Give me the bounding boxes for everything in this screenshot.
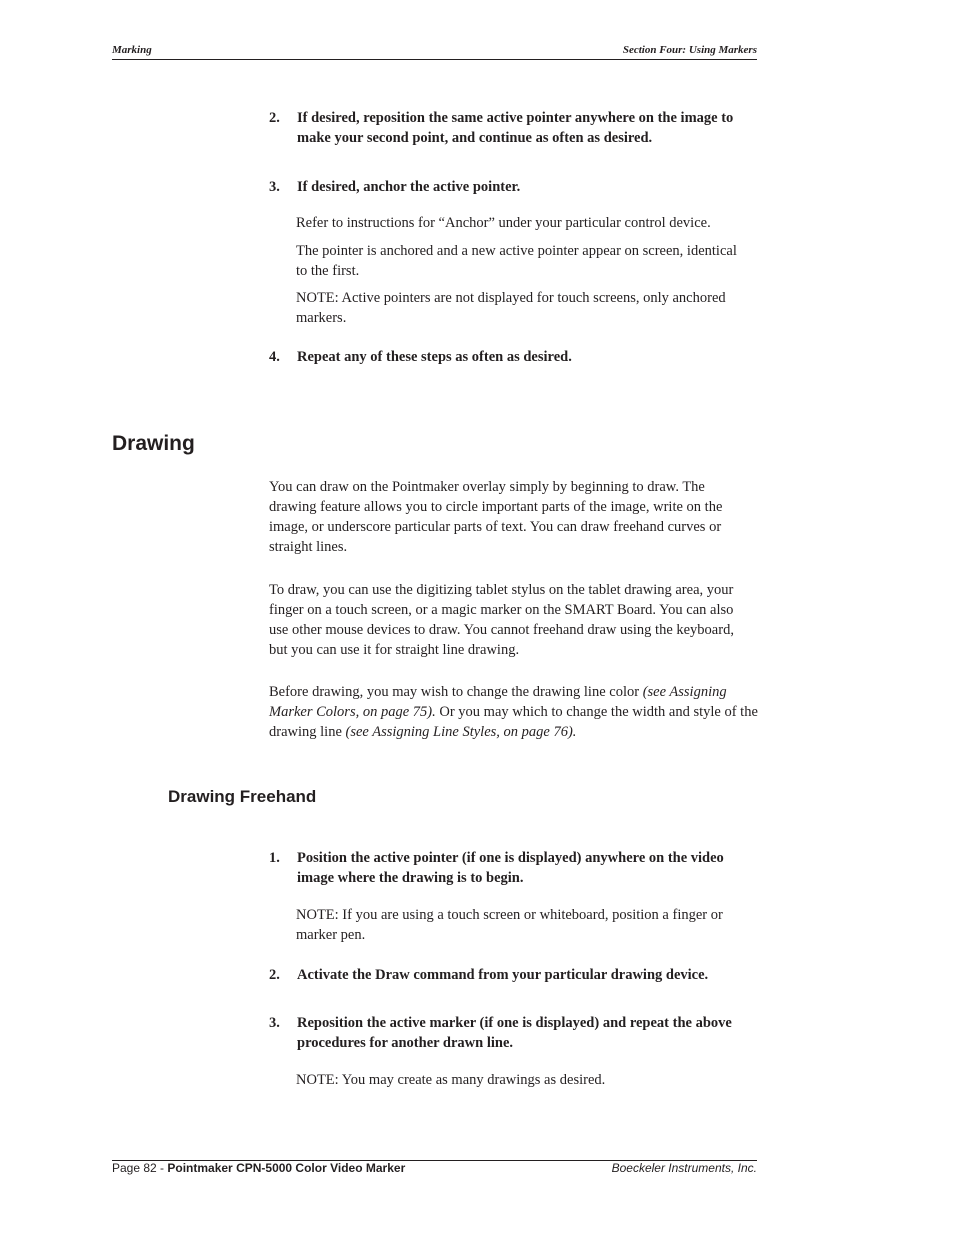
header-section-label: Marking bbox=[112, 44, 152, 56]
section-title: Drawing bbox=[112, 432, 195, 455]
step-text: Reposition the active marker (if one is displayed) and repeat the above procedures for another drawn line. bbox=[297, 1015, 732, 1051]
step-item bbox=[269, 108, 749, 148]
paragraph-text: Or you may which to change the width and style of the drawing line bbox=[269, 704, 758, 740]
step-text: Activate the Draw command from your particular drawing device. bbox=[297, 967, 709, 983]
cross-reference-link[interactable]: (see Assigning Line Styles, on page 76). bbox=[345, 724, 577, 740]
step-item bbox=[269, 965, 749, 985]
step-note: NOTE: If you are using a touch screen or whiteboard, position a finger or marker pen. bbox=[296, 907, 723, 943]
footer-page-number: Page 82 - bbox=[112, 1161, 168, 1175]
step-note: NOTE: Active pointers are not displayed for touch screens, only anchored markers. bbox=[296, 290, 726, 326]
footer-page-label bbox=[112, 1161, 405, 1175]
step-note: The pointer is anchored and a new active pointer appear on screen, identical to the first. bbox=[296, 243, 737, 279]
step-number: 3. bbox=[269, 1015, 280, 1031]
step-item bbox=[269, 848, 749, 888]
step-text: Repeat any of these steps as often as desired. bbox=[297, 349, 572, 365]
page-footer bbox=[112, 1160, 757, 1175]
step-text: If desired, reposition the same active pointer anywhere on the image to make your second point, and continue as often as desired. bbox=[297, 110, 734, 146]
step-number: 1. bbox=[269, 850, 280, 866]
step-item bbox=[269, 347, 749, 367]
step-number: 4. bbox=[269, 349, 280, 365]
step-number: 2. bbox=[269, 110, 280, 126]
step-text: If desired, anchor the active pointer. bbox=[297, 179, 521, 195]
paragraph-text: Before drawing, you may wish to change the drawing line color bbox=[269, 684, 643, 700]
subsection-title: Drawing Freehand bbox=[168, 787, 317, 806]
step-text: Position the active pointer (if one is displayed) anywhere on the video image where the drawing is to begin. bbox=[297, 850, 724, 886]
cross-reference-link[interactable]: (see Assigning Marker Colors, on page 75). bbox=[269, 684, 727, 720]
step-item bbox=[269, 1013, 749, 1053]
footer-product-name: Pointmaker CPN-5000 Color Video Marker bbox=[167, 1161, 406, 1175]
header-chapter-label: Section Four: Using Markers bbox=[622, 44, 757, 56]
step-number: 2. bbox=[269, 967, 280, 983]
step-note: Refer to instructions for “Anchor” under your particular control device. bbox=[296, 215, 711, 231]
page-header bbox=[112, 44, 757, 60]
paragraph: To draw, you can use the digitizing tablet stylus on the tablet drawing area, your finger on a touch screen, or a magic marker on the SMART Board. You can also use other mouse devices to draw. You cannot freehand draw using the keyboard, but you can use it for straight line drawing. bbox=[269, 582, 734, 658]
step-item bbox=[269, 177, 749, 197]
step-note: NOTE: You may create as many drawings as desired. bbox=[296, 1072, 606, 1088]
footer-company: Boeckeler Instruments, Inc. bbox=[611, 1161, 757, 1175]
paragraph: You can draw on the Pointmaker overlay simply by beginning to draw. The drawing feature allows you to circle important parts of the image, write on the image, or underscore particular parts of text. You can draw freehand curves or straight lines. bbox=[269, 479, 723, 555]
step-number: 3. bbox=[269, 179, 280, 195]
paragraph-with-references bbox=[269, 682, 759, 742]
